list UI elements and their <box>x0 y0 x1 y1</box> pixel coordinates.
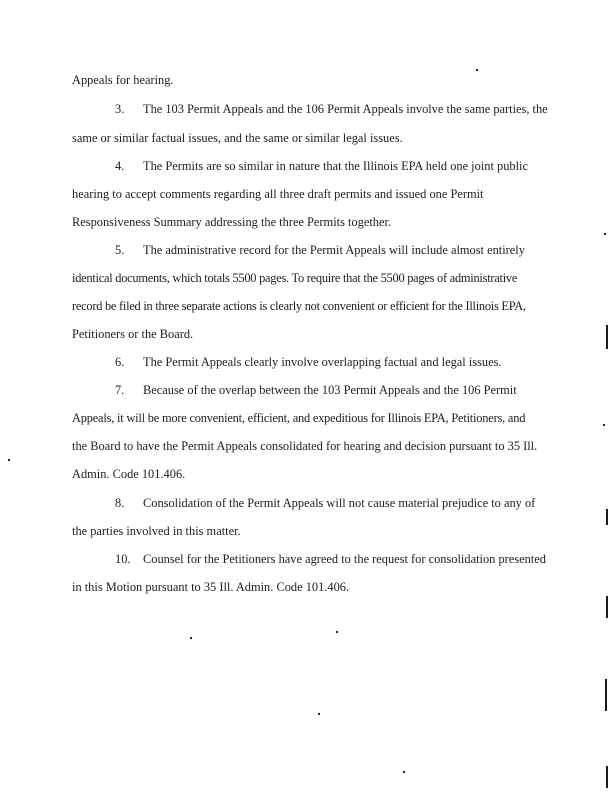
paragraph-5-line-4: Petitioners or the Board. <box>72 327 194 341</box>
paragraph-7-number: 7. <box>115 383 125 397</box>
paragraph-6-line-1: The Permit Appeals clearly involve overlapping factual and legal issues. <box>143 355 502 369</box>
paragraph-10-line-2: in this Motion pursuant to 35 Ill. Admin. Code 101.406. <box>72 580 350 594</box>
paragraph-7-line-1: Because of the overlap between the 103 Permit Appeals and the 106 Permit <box>143 383 517 397</box>
scan-speck <box>336 631 338 633</box>
paragraph-8-line-2: the parties involved in this matter. <box>72 524 241 538</box>
scan-mark <box>606 766 608 788</box>
paragraph-4-line-3: Responsiveness Summary addressing the three Permits together. <box>72 215 392 229</box>
scan-speck <box>476 69 478 71</box>
paragraph-3-line-2: same or similar factual issues, and the same or similar legal issues. <box>72 131 403 145</box>
paragraph-10-number: 10. <box>115 552 131 566</box>
scan-mark <box>606 509 608 525</box>
scan-mark <box>606 596 608 618</box>
scan-speck <box>603 424 605 426</box>
paragraph-10-line-1: Counsel for the Petitioners have agreed to the request for consolidation presented <box>143 552 546 566</box>
paragraph-4-line-2: hearing to accept comments regarding all three draft permits and issued one Permit <box>72 187 484 201</box>
paragraph-4-line-1: The Permits are so similar in nature that the Illinois EPA held one joint public <box>143 159 528 173</box>
scan-speck <box>318 713 320 715</box>
paragraph-5-number: 5. <box>115 243 125 257</box>
scan-speck <box>403 771 405 773</box>
paragraph-7-line-3: the Board to have the Permit Appeals consolidated for hearing and decision pursuant to 35 Ill. <box>72 439 538 453</box>
paragraph-8-line-1: Consolidation of the Permit Appeals will not cause material prejudice to any of <box>143 496 536 510</box>
paragraph-5-line-1: The administrative record for the Permit Appeals will include almost entirely <box>143 243 525 257</box>
intro-continuation: Appeals for hearing. <box>72 73 174 87</box>
paragraph-5-line-2: identical documents, which totals 5500 pages. To require that the 5500 pages of administrative <box>72 271 518 285</box>
scan-mark <box>605 679 607 711</box>
paragraph-3-line-1: The 103 Permit Appeals and the 106 Permit Appeals involve the same parties, the <box>143 102 548 116</box>
paragraph-7-line-2: Appeals, it will be more convenient, efficient, and expeditious for Illinois EPA, Petitioners, and <box>72 411 526 425</box>
paragraph-3-number: 3. <box>115 102 125 116</box>
paragraph-8-number: 8. <box>115 496 125 510</box>
scan-speck <box>8 459 10 461</box>
scan-mark <box>606 325 608 349</box>
scan-speck <box>604 233 606 235</box>
paragraph-6-number: 6. <box>115 355 125 369</box>
paragraph-7-line-4: Admin. Code 101.406. <box>72 467 186 481</box>
scan-speck <box>190 637 192 639</box>
paragraph-4-number: 4. <box>115 159 125 173</box>
paragraph-5-line-3: record be filed in three separate actions is clearly not convenient or efficient for the Illinois EPA, <box>72 299 526 313</box>
